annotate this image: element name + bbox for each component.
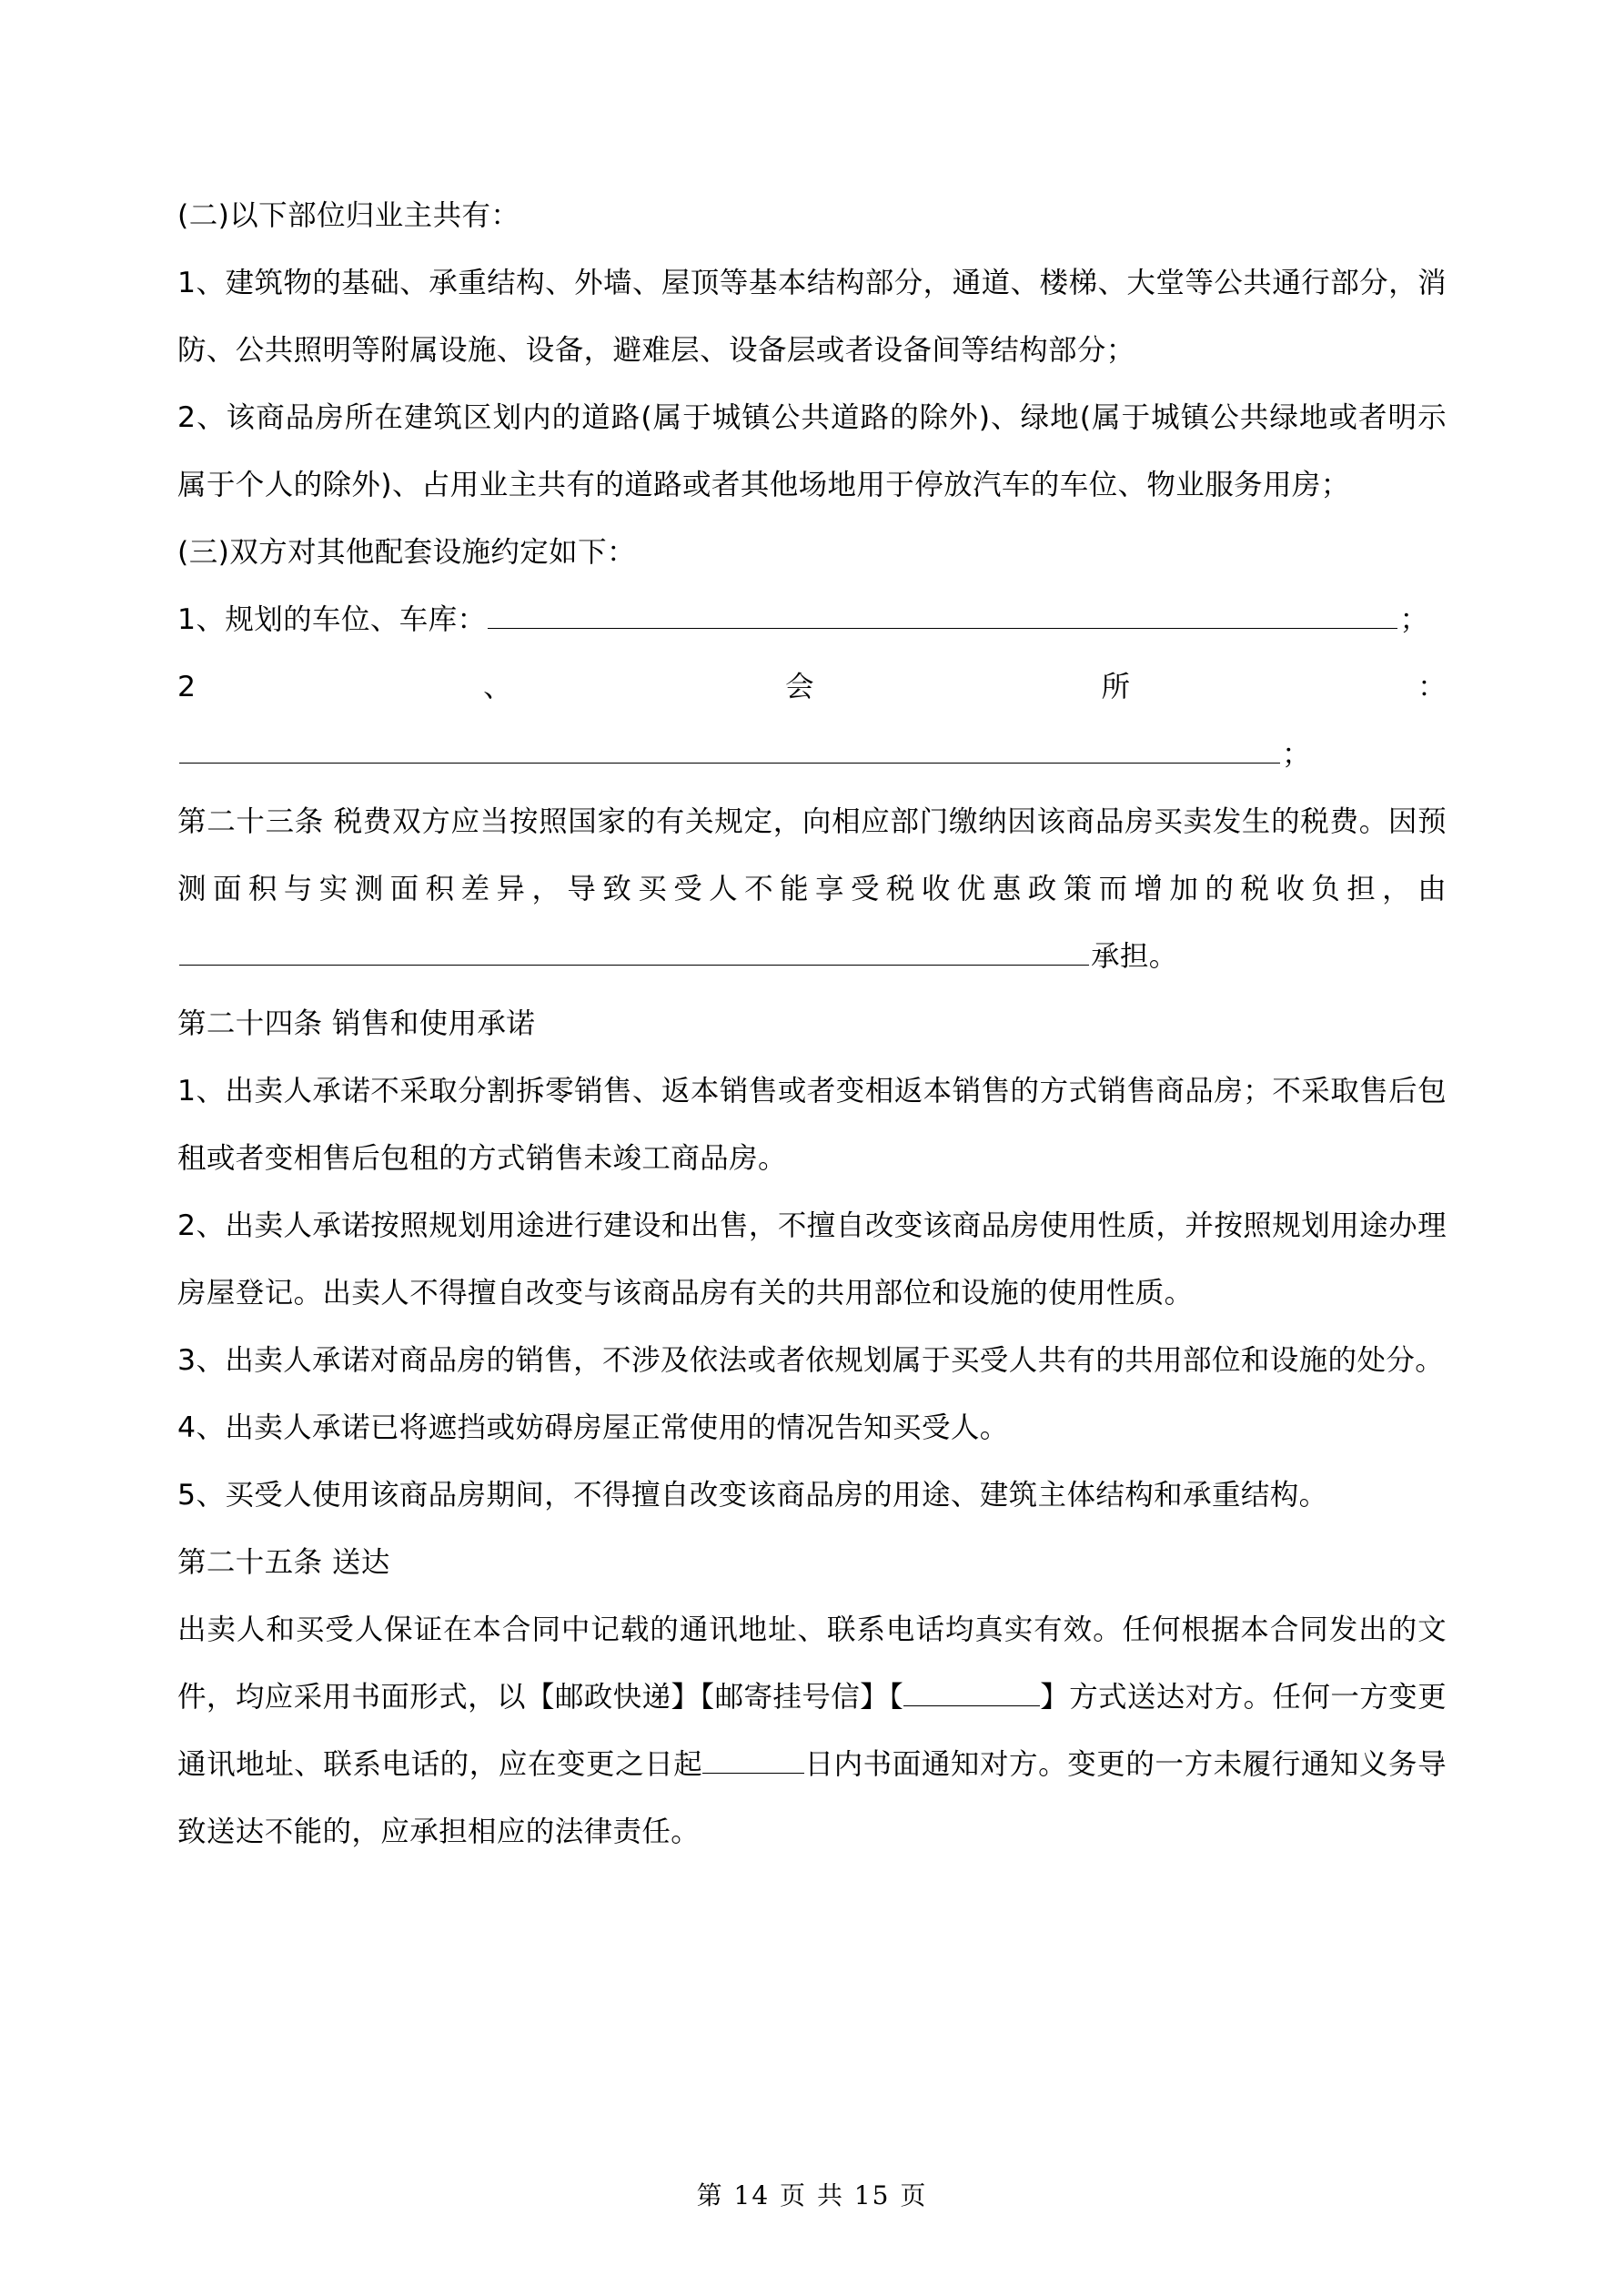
delivery-method-blank[interactable] (903, 1680, 1040, 1706)
parking-fill-blank[interactable] (488, 601, 1397, 629)
paragraph-24-item-2: 2、出卖人承诺按照规划用途进行建设和出售，不擅自改变该商品房使用性质，并按照规划用途办理房屋登记。出卖人不得擅自改变与该商品房有关的共用部位和设施的使用性质。 (177, 1209, 1447, 1310)
paragraph-24-item-5: 5、买受人使用该商品房期间，不得擅自改变该商品房的用途、建筑主体结构和承重结构。 (177, 1479, 1328, 1512)
article-23-text-b: 承担。 (1091, 940, 1178, 973)
article-23-burden-blank[interactable] (179, 937, 1089, 966)
paragraph-item-2: 2、该商品房所在建筑区划内的道路(属于城镇公共道路的除外)、绿地(属于城镇公共绿地或者明示属于个人的除外)、占用业主共有的道路或者其他场地用于停放汽车的车位、物业服务用房； (177, 401, 1447, 501)
paragraph-24-item-1: 1、出卖人承诺不采取分割拆零销售、返本销售或者变相返本销售的方式销售商品房；不采取售后包租或者变相售后包租的方式销售未竣工商品房。 (177, 1075, 1447, 1175)
clubhouse-suffix: ； (1282, 738, 1311, 771)
paragraph-24-item-4: 4、出卖人承诺已将遮挡或妨碍房屋正常使用的情况告知买受人。 (177, 1411, 1009, 1444)
parking-suffix: ； (1399, 603, 1429, 636)
paragraph-clubhouse-label: 2 、 会 所 ： (177, 671, 1447, 703)
article-25-text-a: 出卖人和买受人保证在本合同中记载的通讯地址、联系电话均真实有效。任何根据本合同发出的文件，均应采用书面形式，以【邮政快递】【邮寄挂号信】【 (177, 1613, 1447, 1714)
paragraph-24-item-3: 3、出卖人承诺对商品房的销售，不涉及依法或者依规划属于买受人共有的共用部位和设施的处分。 (177, 1344, 1445, 1377)
notice-days-blank[interactable] (702, 1747, 804, 1774)
paragraph-article-24-heading: 第二十四条 销售和使用承诺 (177, 1007, 536, 1040)
page-footer: 第 14 页 共 15 页 (696, 2180, 928, 2210)
paragraph-parking-blank-line (177, 586, 1447, 653)
paragraph-other-facilities-heading: (三)双方对其他配套设施约定如下： (177, 536, 636, 569)
clubhouse-fill-blank[interactable] (179, 735, 1280, 764)
document-body (177, 182, 1447, 1866)
paragraph-clubhouse-blank-line (177, 721, 1447, 788)
parking-label: 1、规划的车位、车库： (177, 603, 487, 636)
article-23-text-a: 第二十三条 税费双方应当按照国家的有关规定，向相应部门缴纳因该商品房买卖发生的税费。因预测面积与实测面积差异，导致买受人不能享受税收优惠政策而增加的税收负担，由 (177, 805, 1447, 905)
paragraph-item-1: 1、建筑物的基础、承重结构、外墙、屋顶等基本结构部分，通道、楼梯、大堂等公共通行部分，消防、公共照明等附属设施、设备，避难层、设备层或者设备间等结构部分； (177, 267, 1447, 367)
article-25-text-b: 】方式送达对方。任何一方变更通讯地址、联系电话的，应在变更之日起 (177, 1681, 1447, 1781)
paragraph-article-25-body (177, 1596, 1447, 1866)
paragraph-article-23 (177, 788, 1447, 990)
paragraph-article-25-heading: 第二十五条 送达 (177, 1546, 390, 1579)
article-25-text-c: 日内书面通知对方。变更的一方未履行通知义务导致送达不能的，应承担相应的法律责任。 (177, 1748, 1447, 1848)
paragraph-common-parts-heading: (二)以下部位归业主共有： (177, 199, 520, 232)
